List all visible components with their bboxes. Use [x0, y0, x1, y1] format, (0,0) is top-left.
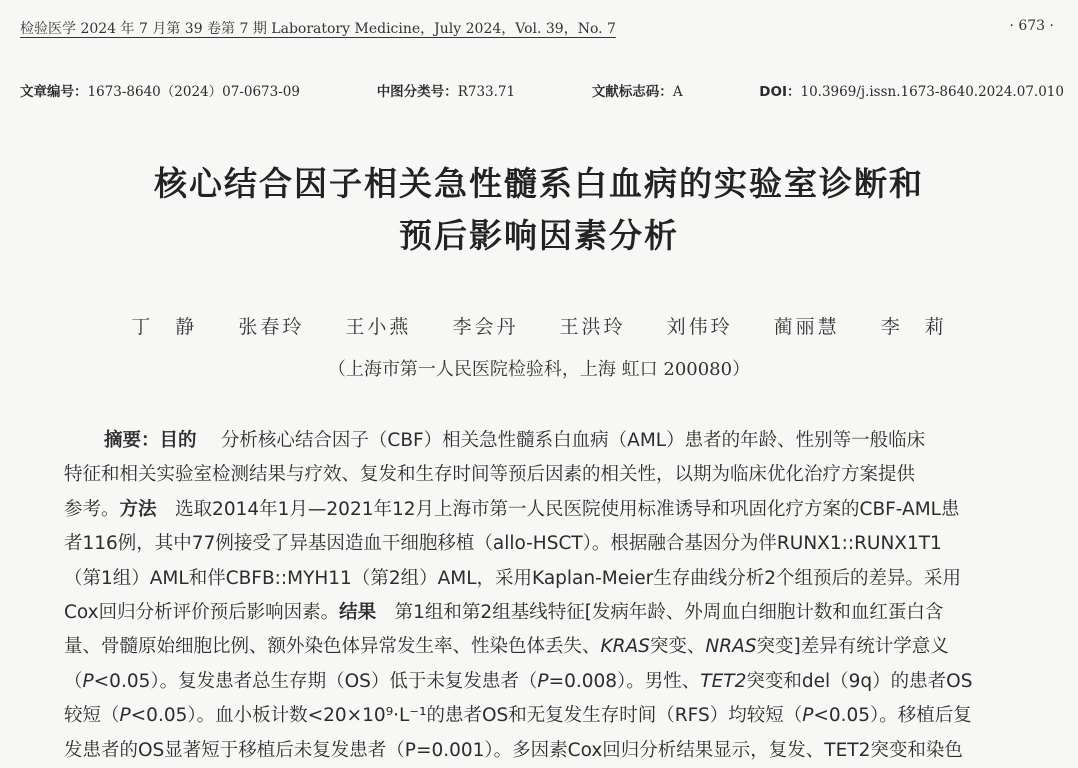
objective-label: 目的: [159, 430, 197, 451]
author: 张春玲: [238, 316, 305, 338]
author: 刘伟玲: [666, 316, 733, 338]
abstract-line: （P<0.05）。复发患者总生存期（OS）低于未复发患者（P=0.008）。男性、TET2突变和del（9q）的患者OS: [64, 670, 973, 692]
article-number: 文章编号：1673-8640（2024）07-0673-09: [20, 84, 300, 100]
author: 李会丹: [452, 316, 519, 338]
page-number: · 673 ·: [1009, 18, 1054, 34]
author: 蔺丽慧: [773, 316, 840, 338]
clc-number: 中图分类号：R733.71: [376, 84, 516, 100]
author: 丁 静: [131, 316, 198, 338]
abstract-line: 较短（P<0.05）。血小板计数<20×10⁹·L⁻¹的患者OS和无复发生存时间（RFS）均较短（P<0.05）。移植后复: [64, 705, 972, 727]
doi: DOI：10.3969/j.issn.1673-8640.2024.07.010: [759, 84, 1064, 100]
abstract-label: 摘要：: [104, 430, 160, 451]
abstract-line: 特征和相关实验室检测结果与疗效、复发和生存时间等预后因素的相关性，以期为临床优化治疗方案提供: [64, 464, 916, 486]
paper-title-line-2: 预后影响因素分析: [399, 216, 679, 255]
abstract-line: 发患者的OS显著短于移植后未复发患者（P=0.001）。多因素Cox回归分析结果显示，复发、TET2突变和染色: [64, 739, 963, 761]
author: 王小燕: [345, 316, 412, 338]
document-code: 文献标志码：A: [591, 84, 683, 100]
results-label: 结果: [339, 602, 377, 624]
abstract-line: 摘要：目的 分析核心结合因子（CBF）相关急性髓系白血病（AML）患者的年龄、性别等一般临床: [104, 430, 926, 451]
abstract: [64, 424, 1030, 768]
author-list: [0, 312, 1078, 339]
paper-title-line-1: 核心结合因子相关急性髓系白血病的实验室诊断和: [154, 164, 924, 203]
abstract-line: 量、骨髓原始细胞比例、额外染色体异常发生率、性染色体丢失、KRAS突变、NRAS突变]差异有统计学意义: [64, 636, 949, 658]
author: 李 莉: [880, 316, 947, 338]
abstract-line: Cox回归分析评价预后影响因素。结果 第1组和第2组基线特征[发病年龄、外周血白细胞计数和血红蛋白含: [64, 602, 944, 624]
abstract-line: 者116例，其中77例接受了异基因造血干细胞移植（allo-HSCT）。根据融合基因分为伴RUNX1::RUNX1T1: [64, 533, 942, 555]
article-meta: [20, 80, 1064, 100]
abstract-line: （第1组）AML和伴CBFB::MYH11（第2组）AML，采用Kaplan-Meier生存曲线分析2个组预后的差异。采用: [64, 567, 962, 589]
affiliation: （上海市第一人民医院检验科，上海 虹口 200080）: [327, 359, 751, 380]
running-head: 检验医学 2024 年 7 月第 39 卷第 7 期 Laboratory Medicine，July 2024，Vol. 39，No. 7: [20, 21, 616, 37]
methods-label: 方法: [119, 498, 157, 520]
author: 王洪玲: [559, 316, 626, 338]
abstract-line: 参考。方法 选取2014年1月—2021年12月上海市第一人民医院使用标准诱导和巩固化疗方案的CBF-AML患: [64, 498, 960, 520]
